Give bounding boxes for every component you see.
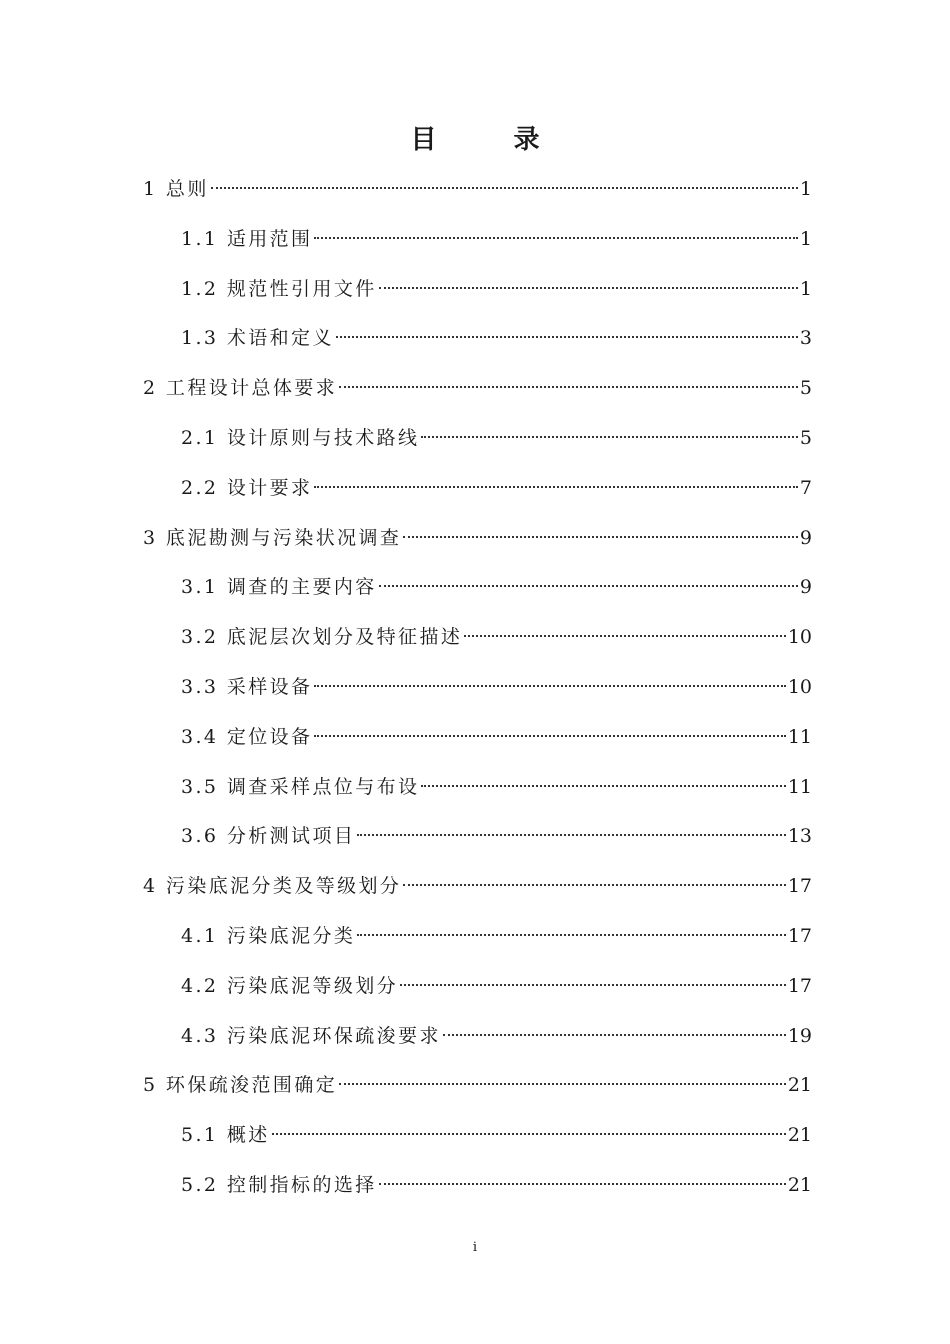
dot-leader (272, 1133, 786, 1135)
toc-entry-title: 2.2 设计要求 (181, 476, 313, 499)
toc-entry[interactable] (0, 713, 950, 763)
toc-entry-page-number: 3 (799, 327, 812, 350)
dot-leader (379, 1183, 786, 1185)
dot-leader (379, 585, 798, 587)
dot-leader (421, 436, 797, 438)
toc-entry-title: 1.2 规范性引用文件 (181, 277, 377, 300)
toc-entry[interactable] (0, 962, 950, 1012)
toc-entry[interactable] (0, 663, 950, 713)
toc-entry[interactable] (0, 265, 950, 315)
table-of-contents (0, 165, 950, 1211)
toc-entry-title: 3.3 采样设备 (181, 675, 313, 698)
toc-entry-page-number: 9 (799, 576, 812, 599)
toc-entry-page-number: 13 (787, 825, 812, 848)
toc-entry-page-number: 5 (799, 426, 812, 449)
toc-entry[interactable] (0, 613, 950, 663)
toc-entry-title: 2 工程设计总体要求 (143, 377, 338, 400)
dot-leader (464, 635, 786, 637)
toc-entry-title: 4.3 污染底泥环保疏浚要求 (181, 1024, 441, 1047)
toc-entry-page-number: 7 (799, 476, 812, 499)
toc-entry[interactable] (0, 1061, 950, 1111)
toc-entry-title: 2.1 设计原则与技术路线 (181, 426, 420, 449)
dot-leader (314, 237, 797, 239)
toc-entry-page-number: 1 (799, 227, 812, 250)
dot-leader (336, 336, 798, 338)
toc-entry-page-number: 1 (799, 277, 812, 300)
toc-entry[interactable] (0, 1161, 950, 1211)
toc-entry-page-number: 11 (787, 725, 812, 748)
dot-leader (400, 984, 786, 986)
toc-entry[interactable] (0, 464, 950, 514)
toc-entry-page-number: 1 (799, 178, 812, 200)
toc-entry[interactable] (0, 514, 950, 564)
dot-leader (314, 486, 797, 488)
toc-entry-title: 5.1 概述 (181, 1124, 270, 1147)
toc-entry[interactable] (0, 912, 950, 962)
toc-entry[interactable] (0, 763, 950, 813)
toc-entry-title: 5 环保疏浚范围确定 (143, 1074, 338, 1097)
dot-leader (357, 934, 786, 936)
dot-leader (421, 785, 785, 787)
dot-leader (314, 685, 785, 687)
toc-entry-title: 1.1 适用范围 (181, 227, 313, 250)
toc-entry-title: 3 底泥勘测与污染状况调查 (143, 526, 402, 549)
page-title: 目 录 (410, 125, 574, 155)
toc-entry[interactable] (0, 165, 950, 215)
toc-entry[interactable] (0, 414, 950, 464)
dot-leader (443, 1034, 786, 1036)
toc-entry[interactable] (0, 1111, 950, 1161)
dot-leader (211, 187, 798, 189)
toc-entry-title: 3.2 底泥层次划分及特征描述 (181, 626, 463, 649)
toc-entry[interactable] (0, 364, 950, 414)
toc-entry[interactable] (0, 314, 950, 364)
dot-leader (403, 536, 798, 538)
toc-entry[interactable] (0, 1012, 950, 1062)
dot-leader (339, 1083, 786, 1085)
dot-leader (339, 386, 798, 388)
toc-entry-title: 1 总则 (143, 178, 209, 200)
toc-entry-title: 3.4 定位设备 (181, 725, 313, 748)
toc-entry[interactable] (0, 812, 950, 862)
toc-entry-page-number: 11 (787, 775, 812, 798)
toc-entry-title: 3.6 分析测试项目 (181, 825, 356, 848)
toc-entry-page-number: 21 (787, 1124, 812, 1147)
page-number-footer: i (472, 1240, 478, 1255)
dot-leader (379, 287, 798, 289)
toc-entry-title: 1.3 术语和定义 (181, 327, 334, 350)
toc-entry-title: 4.2 污染底泥等级划分 (181, 974, 399, 997)
toc-entry-title: 3.5 调查采样点位与布设 (181, 775, 420, 798)
toc-entry-page-number: 21 (787, 1173, 812, 1196)
toc-entry-title: 4.1 污染底泥分类 (181, 924, 356, 947)
toc-entry[interactable] (0, 563, 950, 613)
toc-entry-title: 4 污染底泥分类及等级划分 (143, 875, 402, 898)
toc-entry[interactable] (0, 862, 950, 912)
toc-entry-page-number: 5 (799, 377, 812, 400)
toc-entry[interactable] (0, 215, 950, 265)
dot-leader (403, 884, 785, 886)
toc-entry-page-number: 17 (787, 924, 812, 947)
dot-leader (314, 735, 785, 737)
toc-entry-page-number: 17 (787, 875, 812, 898)
toc-entry-title: 3.1 调查的主要内容 (181, 576, 377, 599)
toc-entry-page-number: 10 (787, 626, 812, 649)
dot-leader (357, 834, 786, 836)
toc-entry-page-number: 19 (787, 1024, 812, 1047)
toc-entry-page-number: 10 (787, 675, 812, 698)
toc-entry-title: 5.2 控制指标的选择 (181, 1173, 377, 1196)
toc-entry-page-number: 17 (787, 974, 812, 997)
toc-entry-page-number: 21 (787, 1074, 812, 1097)
toc-entry-page-number: 9 (799, 526, 812, 549)
